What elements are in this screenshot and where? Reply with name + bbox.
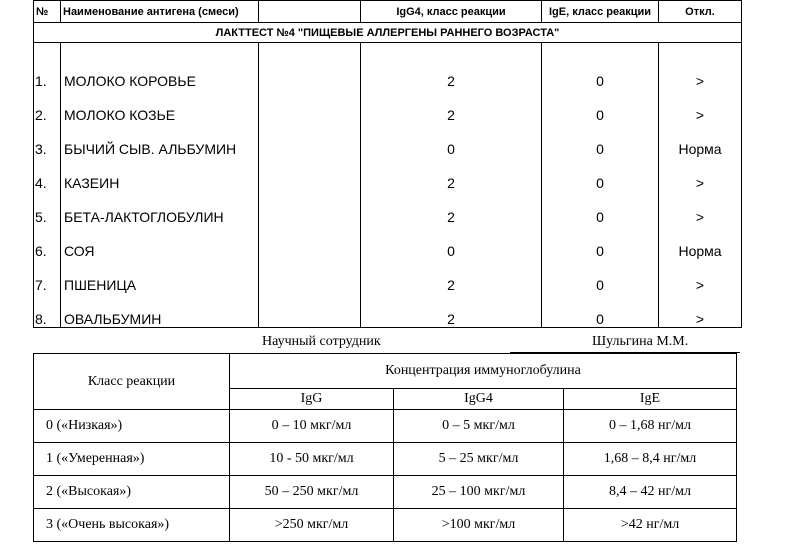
igg4-value: 2 — [361, 293, 542, 328]
empty-cell — [259, 123, 361, 157]
igg4-range: >100 мкг/мл — [394, 509, 564, 542]
igg4-range: 0 – 5 мкг/мл — [394, 410, 564, 443]
row-number: 2. — [34, 89, 61, 123]
table-row — [34, 55, 742, 89]
column-ige: IgE — [564, 389, 737, 410]
signature-block — [0, 334, 785, 354]
row-number: 8. — [34, 293, 61, 328]
reference-table — [33, 353, 737, 542]
reference-body — [34, 410, 737, 542]
spacer-row — [34, 43, 742, 56]
ige-value: 0 — [542, 259, 659, 293]
table-row — [34, 476, 737, 509]
ige-range: 0 – 1,68 нг/мл — [564, 410, 737, 443]
igg-range: 10 - 50 мкг/мл — [230, 443, 394, 476]
igg4-value: 2 — [361, 55, 542, 89]
empty-cell — [259, 259, 361, 293]
antigen-name: МОЛОКО КОЗЬЕ — [61, 89, 259, 123]
empty-cell — [259, 293, 361, 328]
header-igg4: IgG4, класс реакции — [361, 1, 542, 23]
reaction-class: 1 («Умеренная») — [34, 443, 230, 476]
igg4-value: 0 — [361, 225, 542, 259]
antigen-name: МОЛОКО КОРОВЬЕ — [61, 55, 259, 89]
igg4-value: 2 — [361, 191, 542, 225]
deviation-value: > — [659, 55, 742, 89]
ige-value: 0 — [542, 225, 659, 259]
deviation-value: > — [659, 89, 742, 123]
table-row — [34, 225, 742, 259]
ige-range: >42 нг/мл — [564, 509, 737, 542]
igg4-value: 2 — [361, 89, 542, 123]
deviation-value: > — [659, 157, 742, 191]
deviation-value: > — [659, 191, 742, 225]
row-number: 4. — [34, 157, 61, 191]
reaction-class: 3 («Очень высокая») — [34, 509, 230, 542]
table-row — [34, 259, 742, 293]
class-header: Класс реакции — [34, 354, 230, 410]
table-row — [34, 410, 737, 443]
signature-role: Научный сотрудник — [262, 334, 381, 349]
deviation-value: Норма — [659, 123, 742, 157]
section-title-row — [34, 23, 742, 43]
row-number: 1. — [34, 55, 61, 89]
reaction-class: 0 («Низкая») — [34, 410, 230, 443]
table-row — [34, 509, 737, 542]
deviation-value: Норма — [659, 225, 742, 259]
igg4-value: 2 — [361, 157, 542, 191]
row-number: 3. — [34, 123, 61, 157]
reaction-class: 2 («Высокая») — [34, 476, 230, 509]
empty-cell — [259, 89, 361, 123]
results-header-row — [34, 1, 742, 23]
results-body — [34, 55, 742, 328]
table-row — [34, 123, 742, 157]
header-ige: IgE, класс реакции — [542, 1, 659, 23]
signature-name: Шульгина М.М. — [592, 334, 689, 349]
igg4-range: 5 – 25 мкг/мл — [394, 443, 564, 476]
antigen-name: СОЯ — [61, 225, 259, 259]
header-empty — [259, 1, 361, 23]
igg4-value: 0 — [361, 123, 542, 157]
empty-cell — [259, 157, 361, 191]
ige-value: 0 — [542, 191, 659, 225]
ige-value: 0 — [542, 157, 659, 191]
empty-cell — [259, 225, 361, 259]
column-igg: IgG — [230, 389, 394, 410]
table-row — [34, 293, 742, 328]
concentration-header: Концентрация иммуноглобулина — [230, 354, 737, 389]
igg4-value: 2 — [361, 259, 542, 293]
antigen-name: БЫЧИЙ СЫВ. АЛЬБУМИН — [61, 123, 259, 157]
empty-cell — [259, 55, 361, 89]
section-title: ЛАКТТЕСТ №4 "ПИЩЕВЫЕ АЛЛЕРГЕНЫ РАННЕГО ВОЗРАСТА" — [34, 23, 742, 43]
antigen-name: ПШЕНИЦА — [61, 259, 259, 293]
table-row — [34, 89, 742, 123]
column-igg4: IgG4 — [394, 389, 564, 410]
results-table — [33, 0, 742, 328]
igg4-range: 25 – 100 мкг/мл — [394, 476, 564, 509]
igg-range: >250 мкг/мл — [230, 509, 394, 542]
antigen-name: КАЗЕИН — [61, 157, 259, 191]
igg-range: 50 – 250 мкг/мл — [230, 476, 394, 509]
empty-cell — [259, 191, 361, 225]
deviation-value: > — [659, 293, 742, 328]
antigen-name: ОВАЛЬБУМИН — [61, 293, 259, 328]
ige-value: 0 — [542, 123, 659, 157]
antigen-name: БЕТА-ЛАКТОГЛОБУЛИН — [61, 191, 259, 225]
table-row — [34, 443, 737, 476]
ige-value: 0 — [542, 89, 659, 123]
ige-range: 8,4 – 42 нг/мл — [564, 476, 737, 509]
row-number: 7. — [34, 259, 61, 293]
header-num: № — [34, 1, 61, 23]
ige-value: 0 — [542, 55, 659, 89]
deviation-value: > — [659, 259, 742, 293]
header-antigen-name: Наименование антигена (смеси) — [61, 1, 259, 23]
ige-range: 1,68 – 8,4 нг/мл — [564, 443, 737, 476]
igg-range: 0 – 10 мкг/мл — [230, 410, 394, 443]
table-row — [34, 157, 742, 191]
row-number: 5. — [34, 191, 61, 225]
row-number: 6. — [34, 225, 61, 259]
table-row — [34, 191, 742, 225]
ige-value: 0 — [542, 293, 659, 328]
header-deviation: Откл. — [659, 1, 742, 23]
reference-header-row — [34, 354, 737, 389]
